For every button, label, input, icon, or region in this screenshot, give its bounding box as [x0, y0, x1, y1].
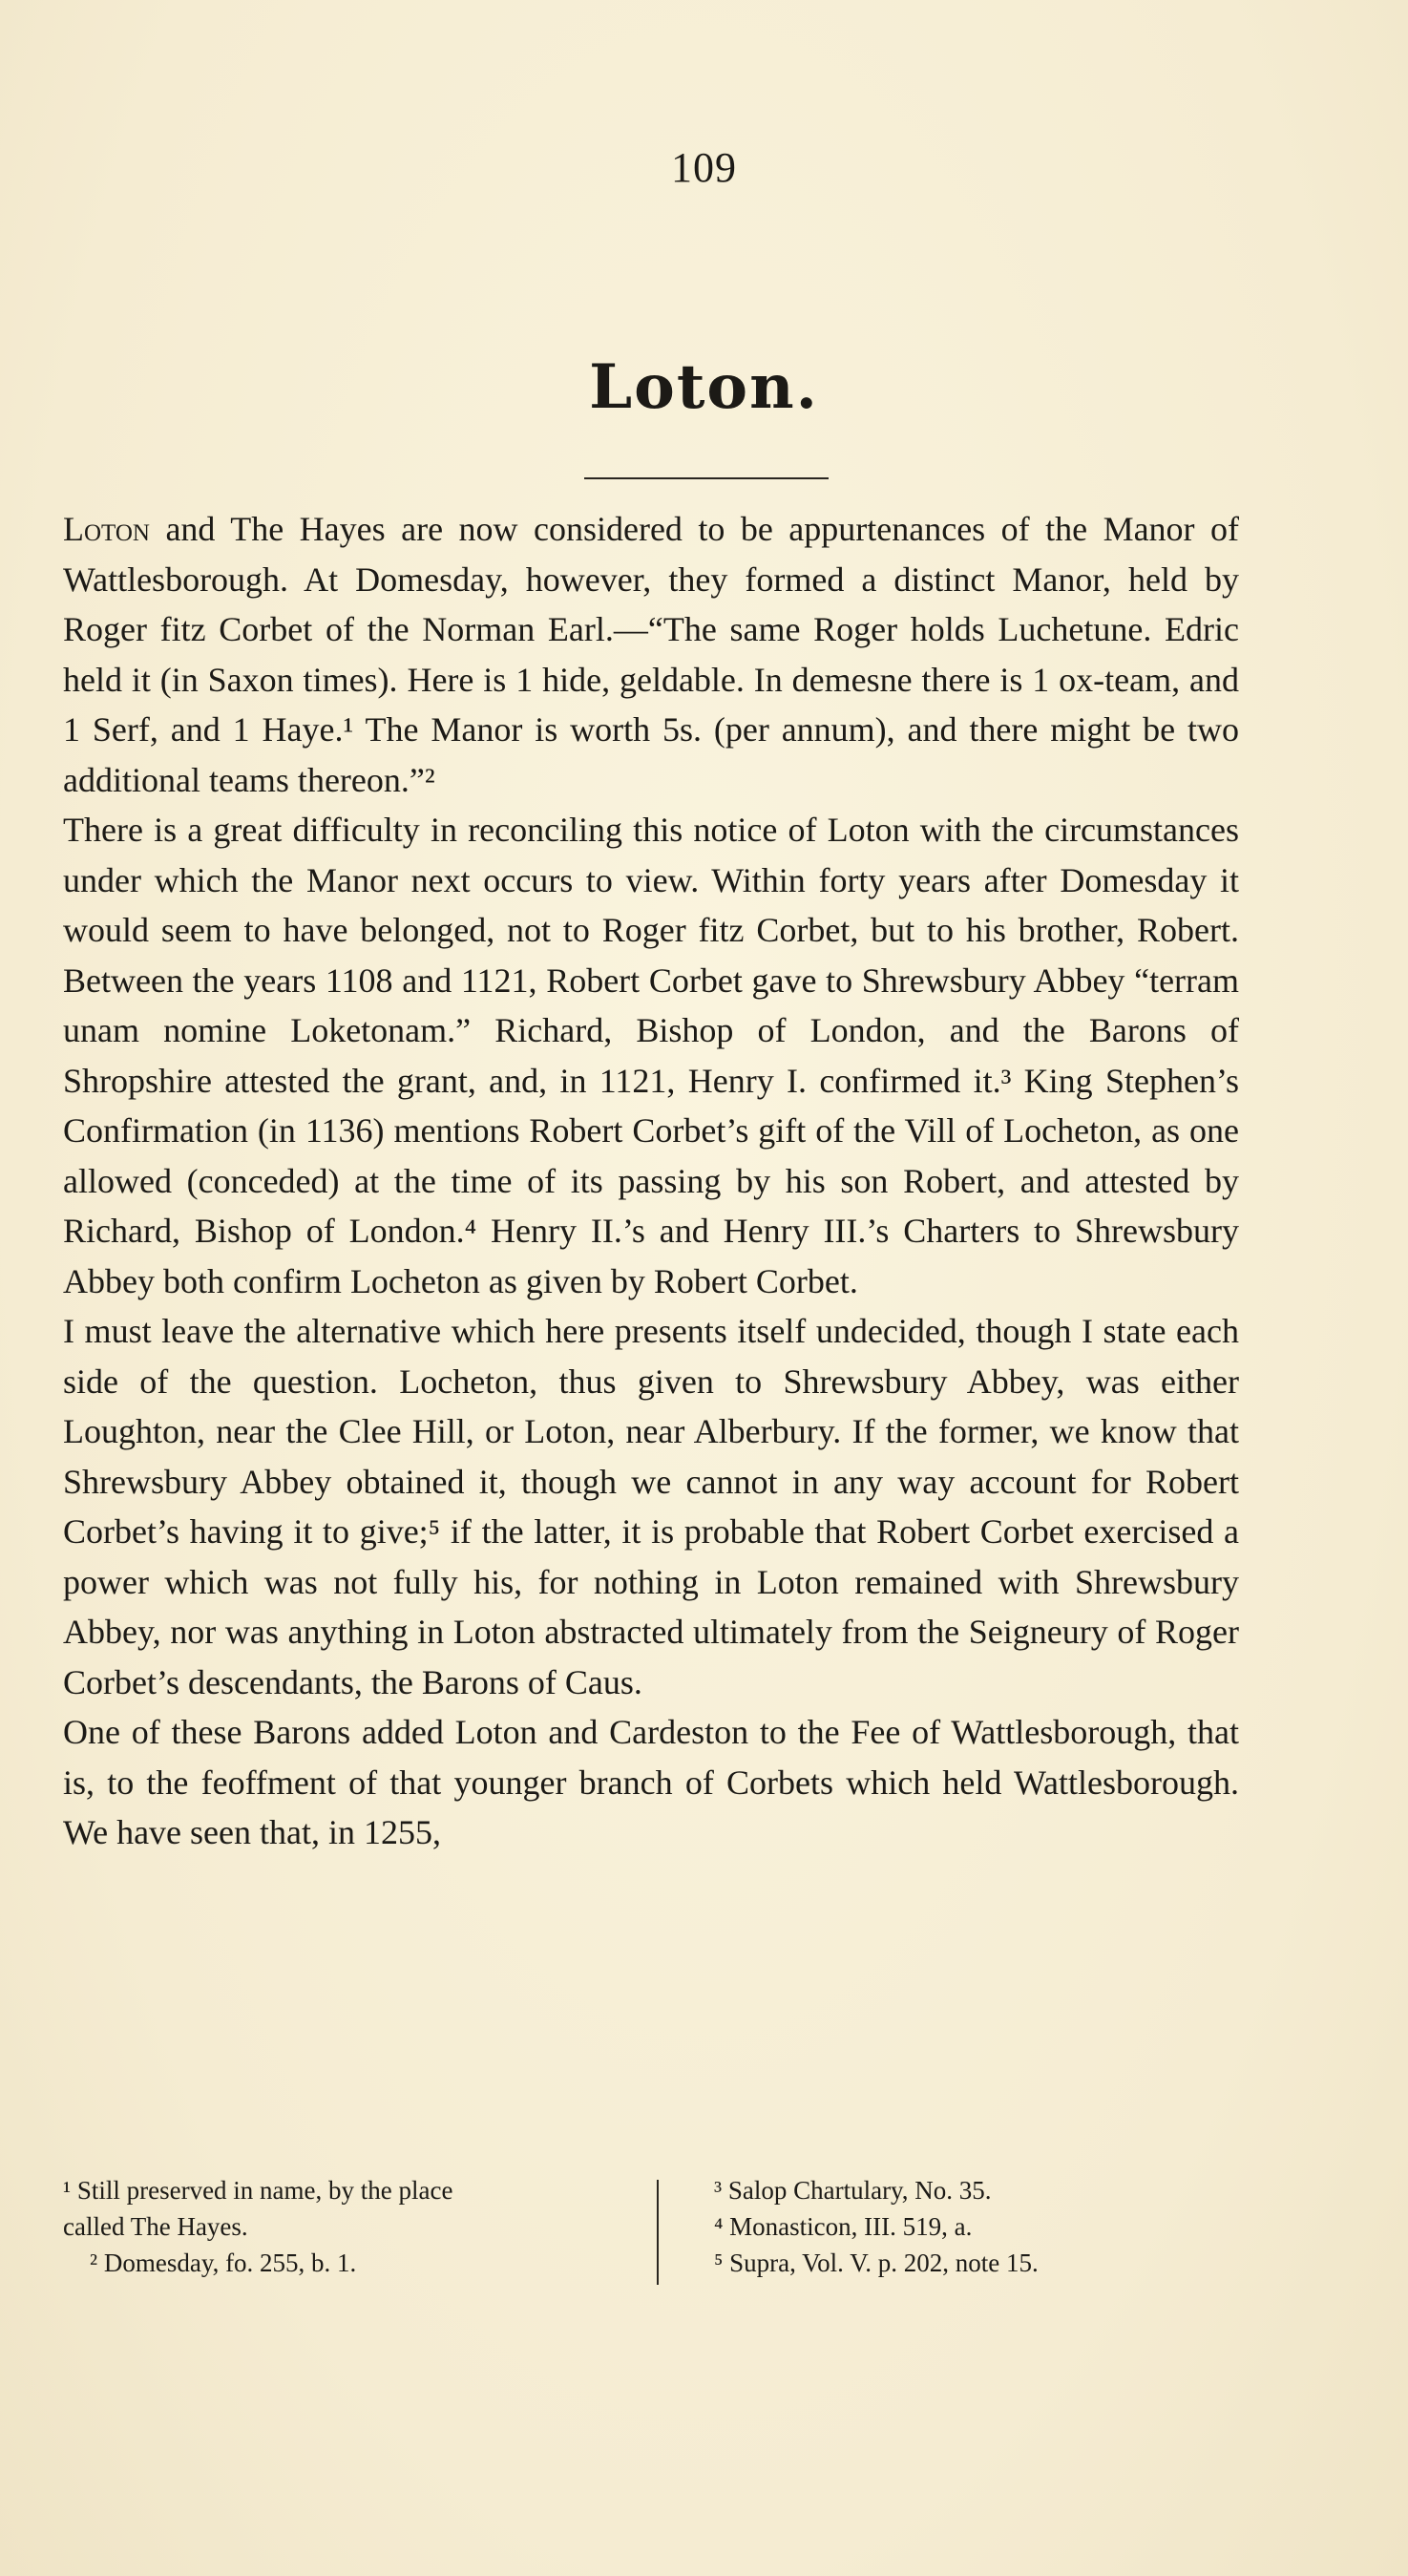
footnote-1-line-2: called The Hayes. [63, 2212, 248, 2241]
heading-rule [584, 477, 829, 479]
page-number: 109 [671, 144, 737, 191]
paragraph-2: There is a great difficulty in reconciling this notice of Loton with the circumstances under which the Manor next occurs to view. Within forty years after Domesday it would seem to have belonged, not to Roger fitz Corbet, but to his brother, Robert. Between the years 1108 and 1121, Robert Corbet gave to Shrewsbury Abbey “terram unam nomine Loketonam.” Richard, Bishop of London, and the Barons of Shropshire attested the grant, and, in 1121, Henry I. confirmed it.³ King Stephen’s Confirmation (in 1136) mentions Robert Corbet’s gift of the Vill of Locheton, as one allowed (conceded) at the time of its passing by his son Robert, and attested by Richard, Bishop of London.⁴ Henry II.’s and Henry III.’s Charters to Shrewsbury Abbey both confirm Locheton as given by Robert Corbet. [63, 811, 1239, 1300]
paragraph-1 [63, 504, 1239, 805]
body-text [63, 504, 1239, 1858]
footnote-5: ⁵ Supra, Vol. V. p. 202, note 15. [714, 2249, 1039, 2277]
chapter-heading: Loton. [589, 351, 819, 423]
paragraph-4: One of these Barons added Loton and Cardeston to the Fee of Wattlesborough, that is, to the feoffment of that younger branch of Corbets which held Wattlesborough. We have seen that, in 1255, [63, 1713, 1239, 1851]
footnote-2: ² Domesday, fo. 255, b. 1. [90, 2249, 357, 2277]
footnote-4: ⁴ Monasticon, III. 519, a. [714, 2212, 973, 2241]
footnotes-left-column [63, 2172, 636, 2281]
footnote-3: ³ Salop Chartulary, No. 35. [714, 2176, 992, 2205]
paragraph-3: I must leave the alternative which here presents itself undecided, though I state each side of the question. Locheton, thus given to Shrewsbury Abbey, was either Loughton, near the Clee Hill, or Loton, near Alberbury. If the former, we know that Shrewsbury Abbey obtained it, though we cannot in any way account for Robert Corbet’s having it to give;⁵ if the latter, it is probable that Robert Corbet exercised a power which was not fully his, for nothing in Loton remained with Shrewsbury Abbey, nor was anything in Loton abstracted ultimately from the Seigneury of Roger Corbet’s descendants, the Barons of Caus. [63, 1312, 1239, 1701]
footnotes-right-column [714, 2172, 1249, 2281]
footnote-divider [657, 2180, 659, 2285]
footnote-1-line-1: ¹ Still preserved in name, by the place [63, 2176, 453, 2205]
paragraph-text: and The Hayes are now considered to be appurtenances of the Manor of Wattlesborough. At Domesday, however, they formed a distinct Manor, held by Roger fitz Corbet of the Norman Earl.—“The same Roger holds Luchetune. Edric held it (in Saxon times). Here is 1 hide, geldable. In demesne there is 1 ox-team, and 1 Serf, and 1 Haye.¹ The Manor is worth 5s. (per annum), and there might be two additional teams thereon.”² [63, 510, 1239, 799]
paragraph-lead: Loton [63, 510, 150, 548]
